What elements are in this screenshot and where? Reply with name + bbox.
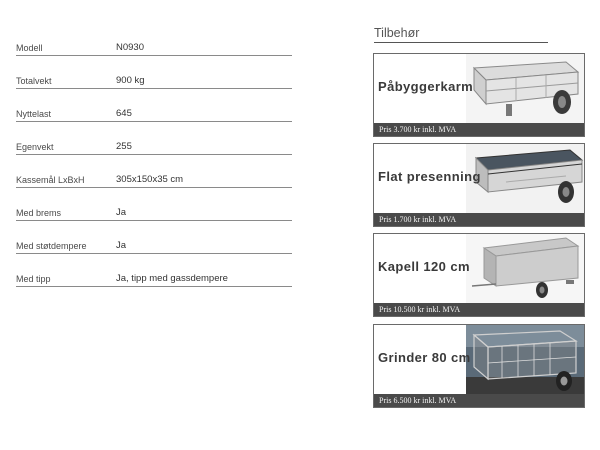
spec-label: Med tipp bbox=[16, 274, 51, 284]
spec-label: Egenvekt bbox=[16, 142, 54, 152]
spec-row-egenvekt bbox=[16, 122, 292, 155]
accessory-price: Pris 1.700 kr inkl. MVA bbox=[374, 213, 584, 226]
spec-value: N0930 bbox=[116, 42, 144, 53]
spec-value: Ja, tipp med gassdempere bbox=[116, 273, 228, 284]
accessory-card-grinder[interactable] bbox=[373, 324, 585, 408]
spec-row-modell bbox=[16, 34, 292, 56]
spec-value: Ja bbox=[116, 240, 127, 251]
trailer-side-boards-photo bbox=[466, 54, 584, 124]
spec-table bbox=[16, 34, 292, 287]
spec-label: Med støtdempere bbox=[16, 241, 87, 251]
accessory-price: Pris 3.700 kr inkl. MVA bbox=[374, 123, 584, 136]
accessory-name: Flat presenning bbox=[378, 169, 481, 184]
accessory-price: Pris 6.500 kr inkl. MVA bbox=[374, 394, 584, 407]
spec-label: Med brems bbox=[16, 208, 62, 218]
accessory-price: Pris 10.500 kr inkl. MVA bbox=[374, 303, 584, 316]
spec-label: Kassemål LxBxH bbox=[16, 175, 85, 185]
accessory-card-flat-presenning[interactable] bbox=[373, 143, 585, 227]
trailer-mesh-gates-photo bbox=[466, 325, 584, 395]
spec-row-med-tipp bbox=[16, 254, 292, 287]
spec-value: 900 kg bbox=[116, 75, 145, 86]
trailer-canopy-photo bbox=[466, 234, 584, 304]
spec-row-med-brems bbox=[16, 188, 292, 221]
spec-label: Totalvekt bbox=[16, 76, 52, 86]
accessory-card-pabyggerkarm[interactable] bbox=[373, 53, 585, 137]
spec-value: 645 bbox=[116, 108, 132, 119]
accessory-name: Grinder 80 cm bbox=[378, 350, 471, 365]
accessory-card-kapell[interactable] bbox=[373, 233, 585, 317]
spec-label: Nyttelast bbox=[16, 109, 52, 119]
spec-row-med-stotdempere bbox=[16, 221, 292, 254]
spec-value: 255 bbox=[116, 141, 132, 152]
spec-row-nyttelast bbox=[16, 89, 292, 122]
spec-row-totalvekt bbox=[16, 56, 292, 89]
accessory-name: Kapell 120 cm bbox=[378, 259, 470, 274]
spec-value: 305x150x35 cm bbox=[116, 174, 184, 185]
spec-row-kassemal bbox=[16, 155, 292, 188]
accessory-name: Påbyggerkarm bbox=[378, 79, 474, 94]
spec-value: Ja bbox=[116, 207, 127, 218]
accessories-title: Tilbehør bbox=[374, 26, 548, 43]
trailer-flat-cover-photo bbox=[466, 144, 584, 214]
spec-label: Modell bbox=[16, 43, 43, 53]
